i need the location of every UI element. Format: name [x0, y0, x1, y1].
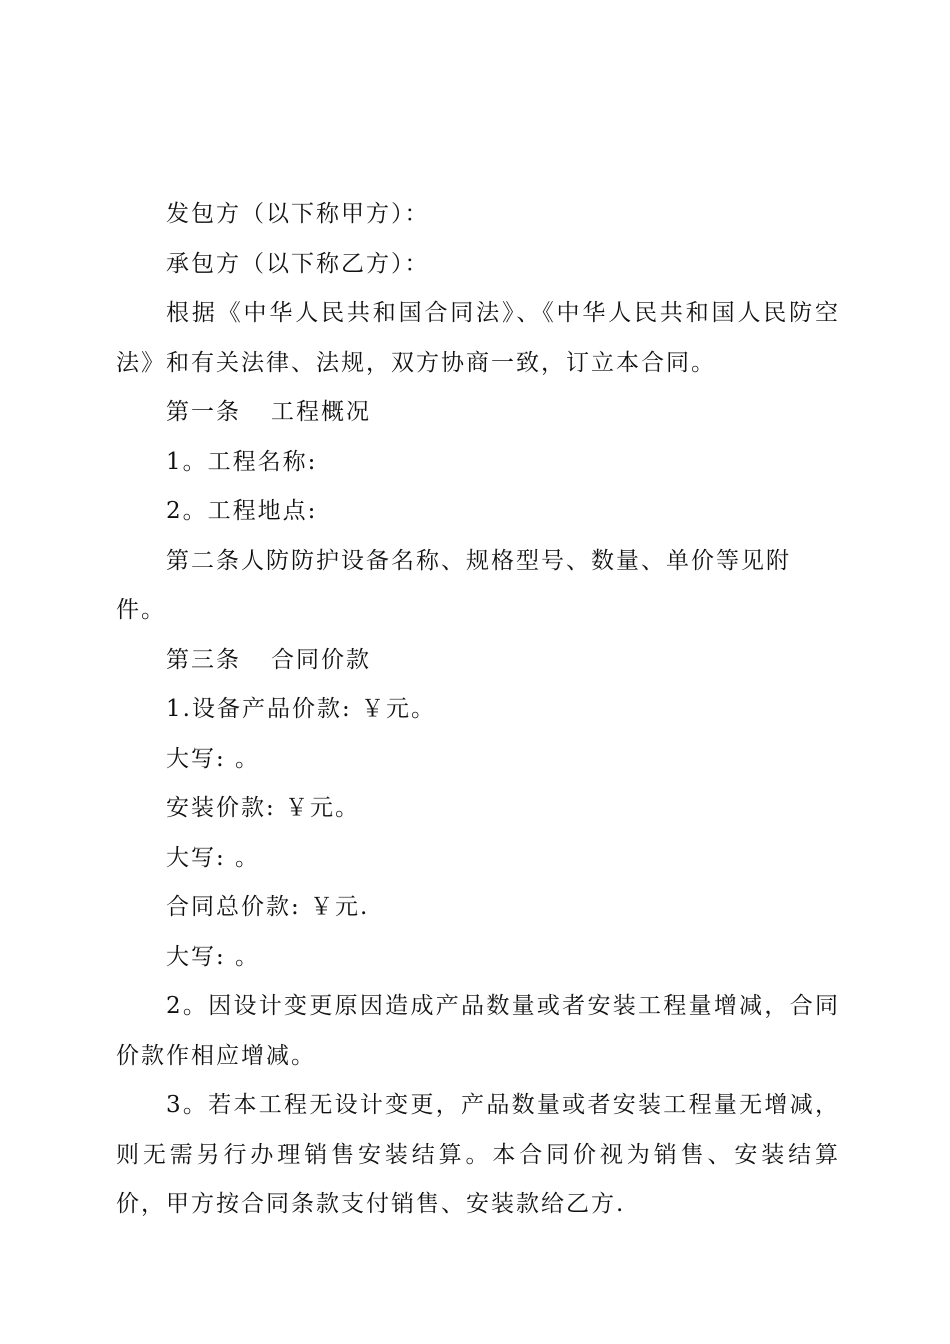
preamble-paragraph: 根据《中华人民共和国合同法》、《中华人民共和国人民防空法》和有关法律、法规，双方协商一致，订立本合同。	[116, 300, 840, 376]
equipment-price-line: 1.设备产品价款: ￥元。	[166, 696, 437, 722]
article-1-number: 第一条	[166, 399, 241, 425]
settlement-paragraph: 3。若本工程无设计变更，产品数量或者安装工程量无增减，则无需另行办理销售安装结算。本合同价视为销售、安装结算价，甲方按合同条款支付销售、安装款给乙方.	[116, 1092, 840, 1217]
project-location-line: 2。工程地点:	[166, 498, 318, 524]
total-price-words-line: 大写: 。	[166, 943, 261, 970]
installation-price-words-line: 大写: 。	[166, 844, 261, 871]
article-1-title: 工程概况	[271, 399, 371, 425]
article-3-number: 第三条	[166, 646, 241, 673]
installation-price-line: 安装价款: ￥元。	[166, 795, 361, 821]
article-1-heading	[116, 388, 840, 438]
article-2-paragraph: 第二条人防防护设备名称、规格型号、数量、单价等见附件。	[116, 547, 791, 623]
document-body	[116, 190, 840, 1230]
design-change-paragraph: 2。因设计变更原因造成产品数量或者安装工程量增减，合同价款作相应增减。	[116, 993, 840, 1069]
equipment-price-words-line: 大写: 。	[166, 745, 261, 772]
party-b-line: 承包方（以下称乙方）：	[166, 250, 430, 277]
project-name-line: 1。工程名称:	[166, 448, 318, 475]
party-a-line: 发包方（以下称甲方）：	[166, 201, 430, 227]
article-3-title: 合同价款	[271, 646, 371, 673]
total-price-line: 合同总价款: ￥元.	[166, 894, 370, 920]
article-3-heading	[116, 636, 840, 686]
